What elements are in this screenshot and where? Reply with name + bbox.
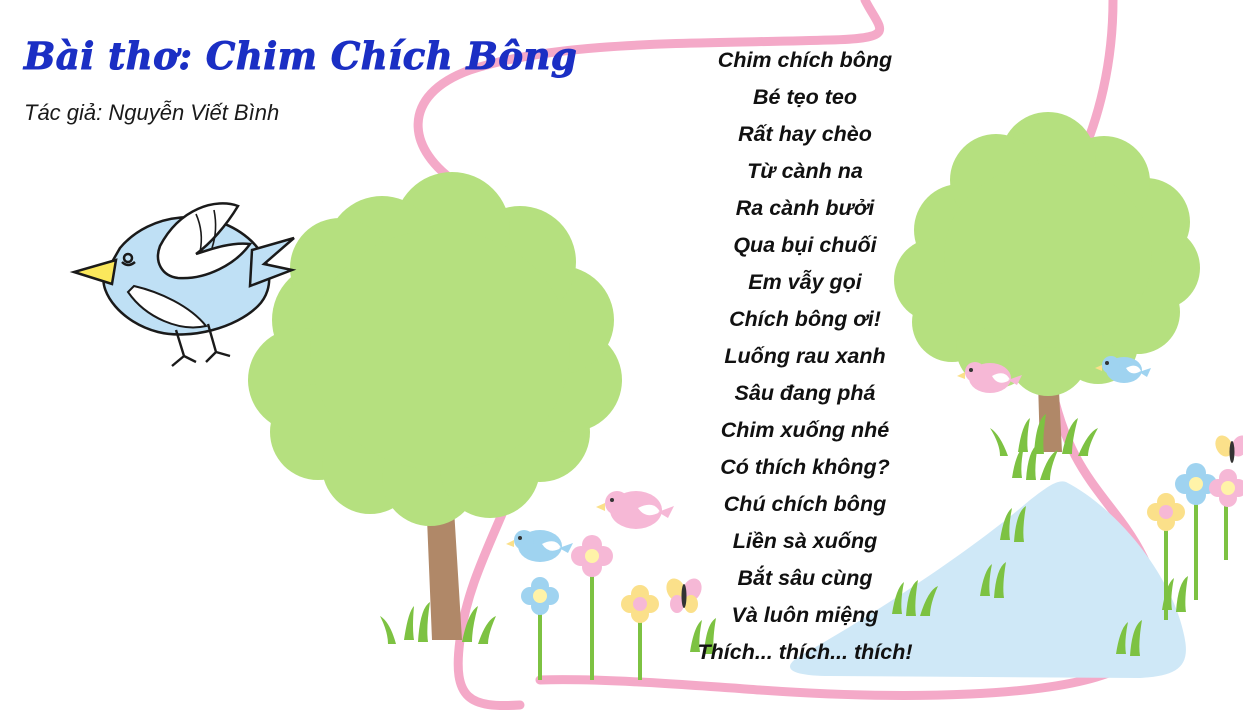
poem-line: Chim xuống nhé [720,418,890,442]
poem-line: Chim chích bông [717,48,893,72]
poem-line: Từ cành na [747,159,863,183]
left-tree [248,172,622,644]
poem-author: Tác giả: Nguyễn Viết Bình [24,100,280,125]
poem-line: Sâu đang phá [734,381,876,405]
poem-line: Bắt sâu cùng [737,566,873,590]
poem-line: Qua bụi chuối [733,233,877,257]
poem-line: Rất hay chèo [738,122,872,146]
title-block [24,34,578,126]
poem-line: Liền sà xuống [732,529,878,553]
poem-line: Có thích không? [720,455,890,479]
big-bird-illustration [74,203,294,366]
poem-line: Thích... thích... thích! [697,640,913,664]
poem-body [640,42,970,671]
poem-line: Chích bông ơi! [729,307,881,331]
poem-line: Luống rau xanh [724,344,886,368]
poem-line: Và luôn miệng [731,603,879,627]
poem-line: Bé tẹo teo [753,85,857,109]
poem-line: Ra cành bưởi [735,196,875,220]
page-title: Bài thơ: Chim Chích Bông [24,34,578,78]
poem-line: Chú chích bông [723,492,887,516]
poem-line: Em vẫy gọi [748,270,862,294]
